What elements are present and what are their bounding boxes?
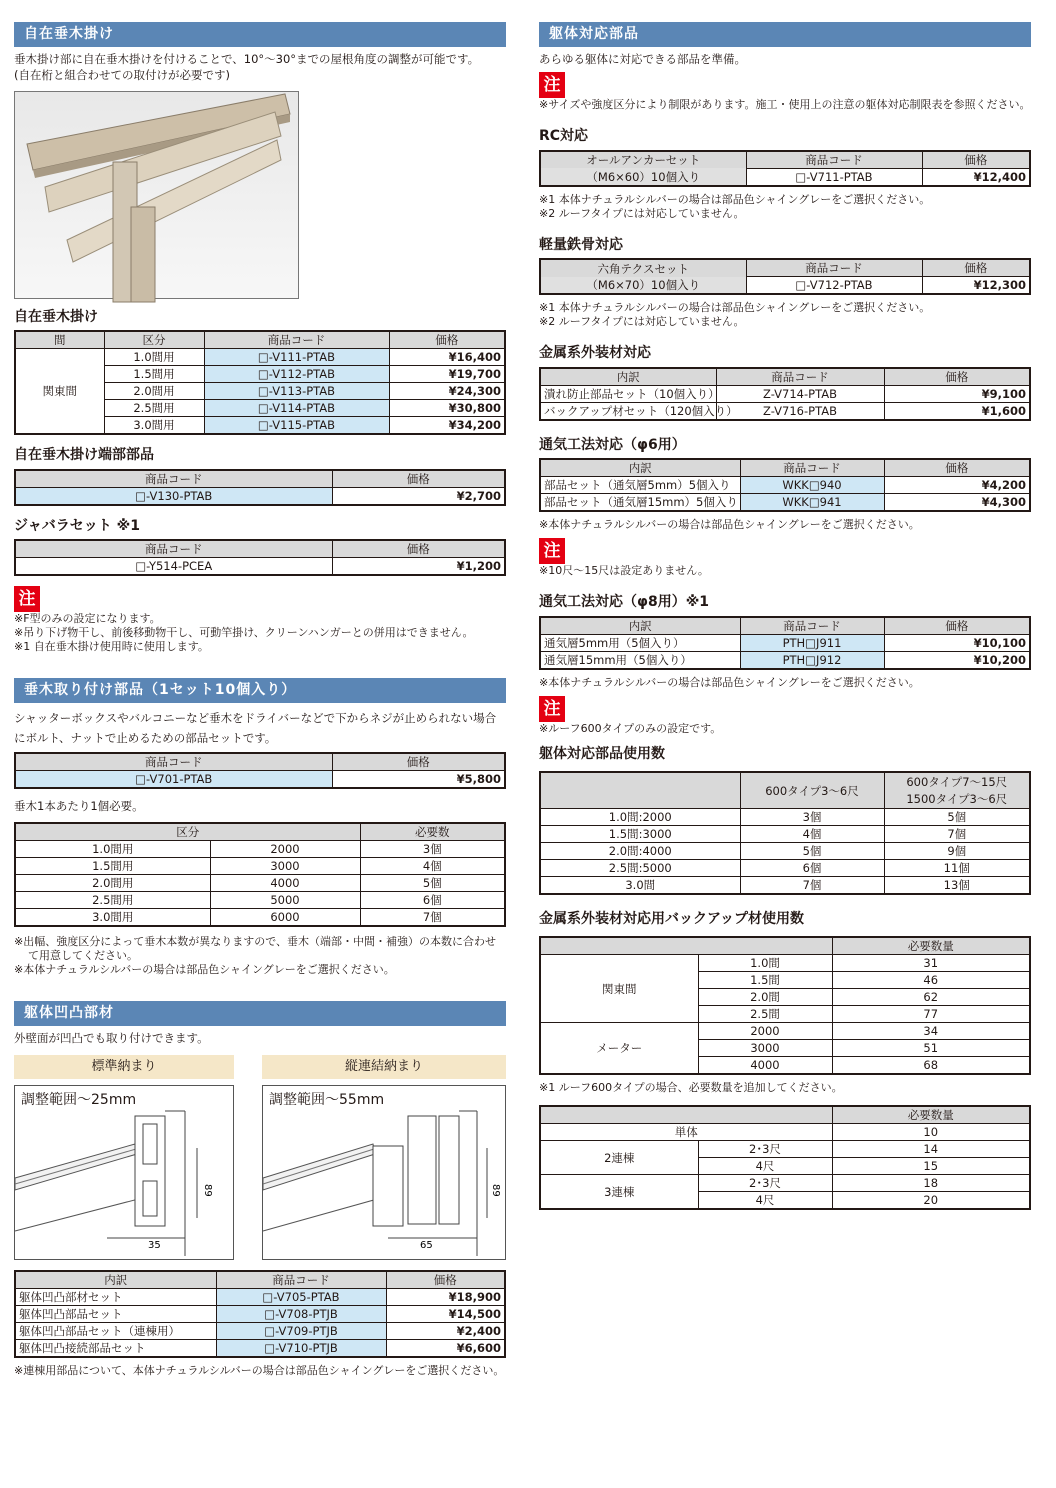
size-cell: 2.5間用 — [104, 400, 204, 417]
col-header: 商品コード — [740, 617, 884, 635]
name-cell: （M6×70）10個入り — [540, 277, 746, 295]
cell: 2.5間用 — [15, 891, 210, 908]
cell: 4個 — [360, 857, 505, 874]
price-cell: ¥14,500 — [386, 1306, 505, 1323]
taruki-parts-note: 垂木1本あたり1個必要。 — [14, 799, 144, 814]
endpart-title: 自在垂木掛け端部部品 — [14, 447, 154, 464]
cell: 1.5間:3000 — [540, 825, 740, 842]
cell: 5000 — [210, 891, 360, 908]
table-row — [540, 1124, 1030, 1141]
vent8-title: 通気工法対応（φ8用）※1 — [539, 594, 710, 611]
code-cell: □-V705-PTAB — [216, 1289, 386, 1306]
dim-label: 89 — [490, 1184, 501, 1197]
price-cell: ¥34,200 — [389, 417, 505, 435]
note-line: ※1 本体ナチュラルシルバーの場合は部品色シャイングレーをご選択ください。 — [539, 192, 931, 206]
cell: 1.5間 — [698, 972, 832, 989]
cell: 5個 — [360, 874, 505, 891]
taruki-parts-notes — [14, 935, 506, 977]
kutai-desc: あらゆる躯体に対応できる部品を準備。 — [539, 52, 746, 66]
steel-notes — [539, 301, 1031, 329]
col-header: 内訳 — [540, 368, 716, 386]
cell: 1.0間用 — [15, 840, 210, 857]
vent8-note2: ※ルーフ600タイプのみの設定です。 — [539, 721, 722, 735]
table-row — [15, 1323, 505, 1340]
cell: 4個 — [740, 825, 884, 842]
cell: 6個 — [740, 859, 884, 876]
col-header — [884, 772, 1030, 808]
caution-badge: 注 — [539, 538, 565, 564]
table-row — [15, 891, 505, 908]
carport-roof-illustration — [15, 92, 300, 300]
cell: 7個 — [740, 876, 884, 894]
cell: 7個 — [360, 908, 505, 926]
note-line: ※1 自在垂木掛け使用時に使用します。 — [14, 640, 209, 654]
adjust-range-label: 調整範囲〜25mm — [21, 1092, 137, 1108]
table-row — [15, 1306, 505, 1323]
cell: 11個 — [884, 859, 1030, 876]
cell: 68 — [832, 1057, 1030, 1075]
cell: 7個 — [884, 825, 1030, 842]
cell: 3個 — [360, 840, 505, 857]
usage-title: 躯体対応部品使用数 — [539, 745, 665, 762]
diagram-row — [14, 1055, 506, 1260]
table-row — [540, 494, 1030, 512]
blank-header — [540, 1106, 832, 1124]
col-header: 価格 — [884, 459, 1030, 477]
jizai-notes — [14, 612, 506, 654]
price-cell: ¥10,200 — [884, 651, 1030, 669]
name-cell: 躯体凹凸部材セット — [15, 1289, 216, 1306]
diagram-box — [262, 1085, 506, 1260]
table-row — [15, 908, 505, 926]
metal-table — [539, 367, 1031, 421]
table-row — [540, 825, 1030, 842]
code-cell: PTH□J912 — [740, 651, 884, 669]
table-row — [15, 840, 505, 857]
vent8-table — [539, 616, 1031, 670]
cell: 4尺 — [698, 1192, 832, 1210]
dim-label: 65 — [420, 1240, 433, 1251]
section-title-taruki-parts: 垂木取り付け部品（1セット10個入り） — [14, 678, 506, 703]
note-line: ※出幅、強度区分によって垂木本数が異なりますので、垂木（端部・中間・補強）の本数に合わせて用意してください。 — [14, 934, 496, 962]
table-row — [540, 634, 1030, 651]
size-cell: 1.5間用 — [104, 366, 204, 383]
vertical-section-drawing — [263, 1086, 507, 1261]
taruki-parts-table — [14, 752, 506, 789]
table-row — [540, 955, 1030, 972]
col-header: 価格 — [884, 617, 1030, 635]
dim-label: 35 — [148, 1240, 161, 1251]
price-cell: ¥12,300 — [922, 277, 1030, 295]
code-cell: □-V701-PTAB — [15, 771, 332, 789]
code-cell: PTH□J911 — [740, 634, 884, 651]
cell: 1.5間用 — [15, 857, 210, 874]
table-row — [15, 1340, 505, 1358]
col-header: 六角テクスセット — [540, 259, 746, 277]
col-header: 内訳 — [15, 1271, 216, 1289]
table-row — [540, 859, 1030, 876]
price-cell: ¥19,700 — [389, 366, 505, 383]
cell: 5個 — [884, 808, 1030, 825]
table-row — [540, 277, 1030, 295]
col-header: 商品コード — [15, 753, 332, 771]
vent6-table — [539, 458, 1031, 512]
name-cell: 躯体凹凸部品セット（連棟用） — [15, 1323, 216, 1340]
jizai-desc: 垂木掛け部に自在垂木掛けを付けることで、10°〜30°までの屋根角度の調整が可能です。 — [14, 52, 480, 66]
note-line: ※F型のみの設定になります。 — [14, 612, 161, 626]
jizai-desc-note: (自在桁と組合わせての取付けが必要です) — [14, 68, 230, 83]
code-cell: □-V709-PTJB — [216, 1323, 386, 1340]
cell: 2.5間 — [698, 1006, 832, 1023]
col-header: 間 — [15, 331, 104, 349]
price-cell: ¥9,100 — [884, 385, 1030, 402]
backup-note: ※1 ルーフ600タイプの場合、必要数量を追加してください。 — [539, 1081, 843, 1095]
note-line: ※連棟用部品について、本体ナチュラルシルバーの場合は部品色シャイングレーをご選択ください。 — [14, 1364, 505, 1377]
col-header: 区分 — [15, 823, 360, 841]
diagram-title: 標準納まり — [14, 1055, 234, 1079]
cell: 2000 — [698, 1023, 832, 1040]
col-header: 商品コード — [716, 368, 884, 386]
col-header: 価格 — [332, 470, 505, 488]
diagram-box — [14, 1085, 234, 1260]
cell: 4000 — [210, 874, 360, 891]
price-cell: ¥16,400 — [389, 349, 505, 366]
table-row — [540, 842, 1030, 859]
product-photo — [14, 91, 299, 299]
group-cell: 関東間 — [540, 955, 698, 1023]
diagram-vertical — [262, 1055, 506, 1260]
cell: 6個 — [360, 891, 505, 908]
table-row — [15, 1289, 505, 1306]
cell: 2000 — [210, 840, 360, 857]
table-row — [15, 857, 505, 874]
code-cell: Z-V716-PTAB — [716, 402, 884, 420]
rc-notes — [539, 193, 1031, 221]
price-cell: ¥4,200 — [884, 477, 1030, 494]
col-header: 価格 — [389, 331, 505, 349]
name-cell: 躯体凹凸接続部品セット — [15, 1340, 216, 1358]
section-title-jizai-taruki: 自在垂木掛け — [14, 22, 506, 47]
code-cell: □-V114-PTAB — [204, 400, 389, 417]
caution-badge: 注 — [14, 586, 40, 612]
code-cell: □-V113-PTAB — [204, 383, 389, 400]
table-row — [15, 771, 505, 789]
vent8-note: ※本体ナチュラルシルバーの場合は部品色シャイングレーをご選択ください。 — [539, 675, 920, 689]
col-header: 商品コード — [15, 470, 332, 488]
col-header: 価格 — [332, 753, 505, 771]
name-cell: 部品セット（通気層5mm）5個入り — [540, 477, 740, 494]
jizai-table-title: 自在垂木掛け — [14, 308, 98, 325]
cell: 4尺 — [698, 1158, 832, 1175]
name-cell: 通気層15mm用（5個入り） — [540, 651, 740, 669]
note-line: ※2 ルーフタイプには対応していません。 — [539, 206, 745, 220]
table-row — [540, 1023, 1030, 1040]
cell: 62 — [832, 989, 1030, 1006]
col-header: オールアンカーセット — [540, 151, 746, 169]
outotsu-note — [14, 1364, 506, 1378]
code-cell: □-V111-PTAB — [204, 349, 389, 366]
price-cell: ¥2,400 — [386, 1323, 505, 1340]
price-cell: ¥1,200 — [332, 558, 505, 576]
cell: 46 — [832, 972, 1030, 989]
group-cell: メーター — [540, 1023, 698, 1075]
cell: 3.0間用 — [15, 908, 210, 926]
col-header: 価格 — [922, 151, 1030, 169]
code-cell: □-V710-PTJB — [216, 1340, 386, 1358]
jabara-table — [14, 539, 506, 576]
table-row — [540, 402, 1030, 420]
vent6-note: ※本体ナチュラルシルバーの場合は部品色シャイングレーをご選択ください。 — [539, 518, 920, 532]
vent6-note2: ※10尺〜15尺は設定ありません。 — [539, 564, 709, 578]
taruki-parts-desc: シャッターボックスやバルコニーなど垂木をドライバーなどで下からネジが止められない場合にボルト、ナットで止めるための部品セットです。 — [14, 711, 497, 746]
caution-badge: 注 — [539, 696, 565, 722]
price-cell: ¥30,800 — [389, 400, 505, 417]
col-header: 商品コード — [15, 540, 332, 558]
section-title-kutai: 躯体対応部品 — [539, 22, 1031, 47]
group-cell: 単体 — [540, 1124, 832, 1141]
cell: 6000 — [210, 908, 360, 926]
cell: 13個 — [884, 876, 1030, 894]
price-cell: ¥1,600 — [884, 402, 1030, 420]
code-cell: □-V130-PTAB — [15, 487, 332, 505]
size-cell: 1.0間用 — [104, 349, 204, 366]
outotsu-desc: 外壁面が凹凸でも取り付けできます。 — [14, 1030, 209, 1045]
price-cell: ¥6,600 — [386, 1340, 505, 1358]
backup-table — [539, 936, 1031, 1075]
cell: 2.0間 — [698, 989, 832, 1006]
name-cell: （M6×60）10個入り — [540, 168, 746, 186]
diagram-title: 縦連結納まり — [262, 1055, 506, 1079]
table-row — [15, 558, 505, 576]
cell: 20 — [832, 1192, 1030, 1210]
size-cell: 3.0間用 — [104, 417, 204, 435]
cell: 3個 — [740, 808, 884, 825]
code-cell: WKK□941 — [740, 494, 884, 512]
col-header: 区分 — [104, 331, 204, 349]
cell: 9個 — [884, 842, 1030, 859]
outotsu-table — [14, 1270, 506, 1358]
caution-badge: 注 — [539, 72, 565, 98]
section-title-outotsu: 躯体凹凸部材 — [14, 1001, 506, 1026]
price-cell: ¥2,700 — [332, 487, 505, 505]
code-cell: □-V712-PTAB — [746, 277, 922, 295]
cell: 1.0間:2000 — [540, 808, 740, 825]
note-line: ※吊り下げ物干し、前後移動物干し、可動竿掛け、クリーンハンガーとの併用はできません。 — [14, 626, 474, 640]
kutai-note — [539, 98, 1031, 112]
diagram-standard — [14, 1055, 234, 1260]
endpart-table — [14, 469, 506, 506]
steel-table — [539, 258, 1031, 295]
col-header: 600タイプ3〜6尺 — [740, 772, 884, 808]
price-cell: ¥4,300 — [884, 494, 1030, 512]
standard-section-drawing — [15, 1086, 235, 1261]
group-cell: 3連棟 — [540, 1175, 698, 1210]
table-row — [540, 1141, 1030, 1158]
table-row — [540, 385, 1030, 402]
note-line: ※サイズや強度区分により制限があります。施工・使用上の注意の躯体対応制限表を参照ください。 — [539, 98, 1031, 112]
cell: 2.0間:4000 — [540, 842, 740, 859]
size-cell: 2.0間用 — [104, 383, 204, 400]
cell: 18 — [832, 1175, 1030, 1192]
name-cell: 部品セット（通気層15mm）5個入り — [540, 494, 740, 512]
code-cell: □-V711-PTAB — [746, 168, 922, 186]
col-header-line: 1500タイプ3〜6尺 — [906, 791, 1008, 806]
col-header: 価格 — [922, 259, 1030, 277]
col-header: 商品コード — [746, 259, 922, 277]
note-line: ※1 本体ナチュラルシルバーの場合は部品色シャイングレーをご選択ください。 — [539, 301, 931, 315]
cell: 2･3尺 — [698, 1141, 832, 1158]
cell: 10 — [832, 1124, 1030, 1141]
code-cell: □-Y514-PCEA — [15, 558, 332, 576]
cell: 2･3尺 — [698, 1175, 832, 1192]
group-cell: 2連棟 — [540, 1141, 698, 1175]
col-header: 必要数量 — [832, 1106, 1030, 1124]
cell: 14 — [832, 1141, 1030, 1158]
steel-title: 軽量鉄骨対応 — [539, 236, 623, 253]
extra-table — [539, 1105, 1031, 1210]
col-header: 価格 — [332, 540, 505, 558]
col-header: 価格 — [386, 1271, 505, 1289]
cell: 4000 — [698, 1057, 832, 1075]
cell: 31 — [832, 955, 1030, 972]
note-line: ※2 ルーフタイプには対応していません。 — [539, 315, 745, 329]
rc-title: RC対応 — [539, 128, 589, 145]
required-count-table — [14, 822, 506, 927]
cell: 3000 — [698, 1040, 832, 1057]
code-cell: WKK□940 — [740, 477, 884, 494]
table-row — [540, 876, 1030, 894]
cell: 34 — [832, 1023, 1030, 1040]
price-cell: ¥10,100 — [884, 634, 1030, 651]
col-header: 商品コード — [216, 1271, 386, 1289]
col-header: 内訳 — [540, 459, 740, 477]
table-row — [540, 808, 1030, 825]
name-cell: 通気層5mm用（5個入り） — [540, 634, 740, 651]
cell: 5個 — [740, 842, 884, 859]
col-header: 商品コード — [746, 151, 922, 169]
cell: 3.0間 — [540, 876, 740, 894]
price-cell: ¥12,400 — [922, 168, 1030, 186]
col-header-line: 600タイプ7〜15尺 — [906, 774, 1008, 789]
cell: 2.0間用 — [15, 874, 210, 891]
cell: 2.5間:5000 — [540, 859, 740, 876]
table-row — [15, 349, 505, 366]
cell: 51 — [832, 1040, 1030, 1057]
name-cell: 躯体凹凸部品セット — [15, 1306, 216, 1323]
col-header: 価格 — [884, 368, 1030, 386]
note-line: ※本体ナチュラルシルバーの場合は部品色シャイングレーをご選択ください。 — [14, 962, 395, 976]
cell: 77 — [832, 1006, 1030, 1023]
table-row — [15, 487, 505, 505]
col-header: 必要数量 — [832, 937, 1030, 955]
price-cell: ¥5,800 — [332, 771, 505, 789]
jizai-taruki-table — [14, 330, 506, 435]
rc-table — [539, 150, 1031, 187]
region-cell: 関東間 — [15, 349, 104, 435]
table-row — [540, 477, 1030, 494]
code-cell: □-V112-PTAB — [204, 366, 389, 383]
col-header: 商品コード — [204, 331, 389, 349]
usage-table — [539, 771, 1031, 895]
cell: 15 — [832, 1158, 1030, 1175]
price-cell: ¥18,900 — [386, 1289, 505, 1306]
table-row — [15, 874, 505, 891]
col-header: 内訳 — [540, 617, 740, 635]
code-cell: □-V708-PTJB — [216, 1306, 386, 1323]
metal-title: 金属系外装材対応 — [539, 345, 651, 362]
col-header: 必要数 — [360, 823, 505, 841]
table-row — [540, 1175, 1030, 1192]
code-cell: □-V115-PTAB — [204, 417, 389, 435]
name-cell: バックアップ材セット（120個入り） — [540, 402, 716, 420]
cell: 1.0間 — [698, 955, 832, 972]
col-header: 商品コード — [740, 459, 884, 477]
blank-header — [540, 937, 832, 955]
adjust-range-label: 調整範囲〜55mm — [269, 1092, 385, 1108]
table-row — [540, 651, 1030, 669]
vent6-title: 通気工法対応（φ6用） — [539, 436, 686, 453]
blank-header — [540, 772, 740, 808]
name-cell: 潰れ防止部品セット（10個入り） — [540, 385, 716, 402]
cell: 3000 — [210, 857, 360, 874]
price-cell: ¥24,300 — [389, 383, 505, 400]
code-cell: Z-V714-PTAB — [716, 385, 884, 402]
jabara-title: ジャバラセット ※1 — [14, 517, 140, 534]
dim-label: 89 — [202, 1184, 213, 1197]
backup-title: 金属系外装材対応用バックアップ材使用数 — [539, 910, 805, 927]
table-row — [540, 168, 1030, 186]
